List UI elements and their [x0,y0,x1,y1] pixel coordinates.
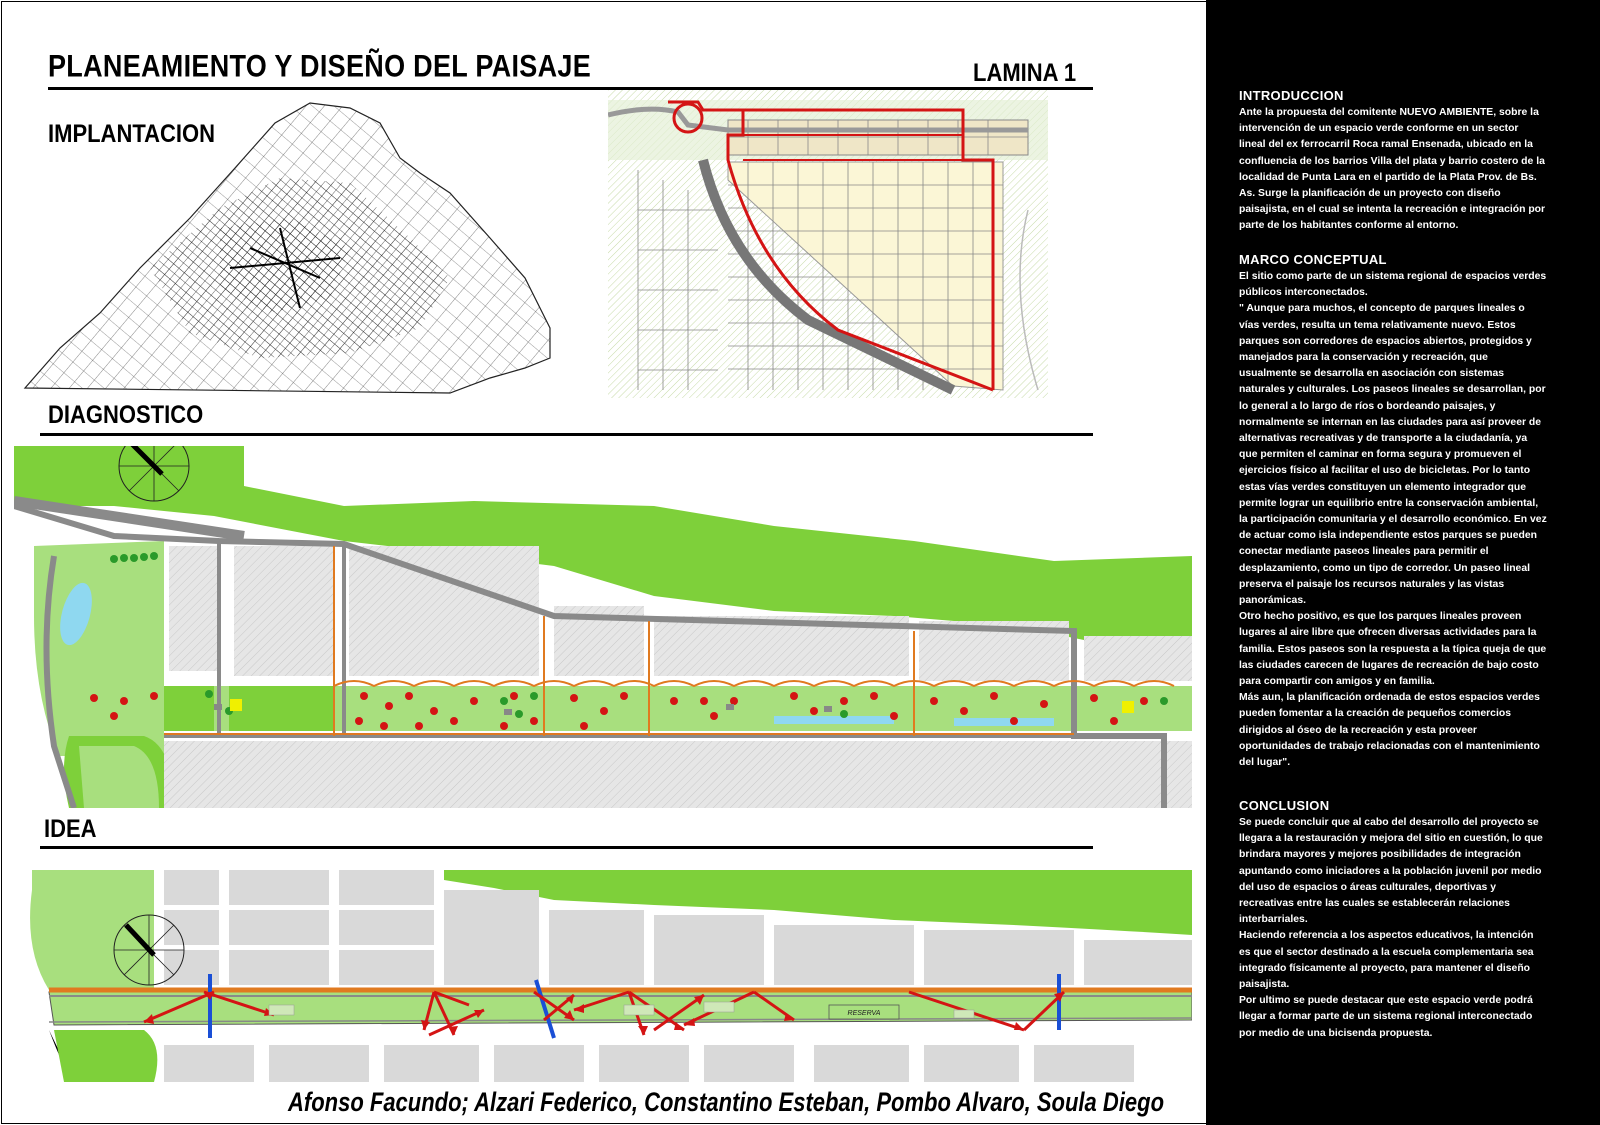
idea-plan [14,870,1192,1082]
intro-body: Ante la propuesta del comitente NUEVO AMBIENTE, sobre la intervención de un espacio verde conforme en un sector lineal del ex ferrocarril Roca ramal Ensenada, ubicado en la confluencia de los barrios Villa del plata y barrio costero de la localidad de Punta Lara en el partido de la Plata Prov. de Bs. As. Surge la planificación de un proyecto con diseño paisajista, en el cual se intenta la recreación e integración por parte de los habitantes conforme al entorno. [1239,107,1546,232]
diagnostico-heading: DIAGNOSTICO [48,400,204,429]
north-arrow-icon [114,915,184,985]
city-map [20,98,560,398]
conclusion-body: Se puede concluir que al cabo del desarrollo del proyecto se llegara a la restauración y mejora del sitio en cuestión, lo que brindara mayores y mejores posibilidades de integración apuntando como iniciadores a la población juvenil por medio del uso de espacios o áreas culturales, deportivas y recreativas entre las cuales se establecerán relaciones interbarriales. Haciendo referencia a los aspectos educativos, la intención es que el sector destinado a la escuela complementaria sea integrado físicamente al proyecto, para mantener el diseño paisajista. Por ultimo se puede destacar que este espacio verde podrá llegar a formar parte de un sistema regional interconectado por medio de una bicisenda propuesta. [1239,817,1543,1039]
conclusion-section [1239,798,1547,1042]
sheet-number: LAMINA 1 [973,58,1077,87]
authors-credits: Afonso Facundo; Alzari Federico, Constantino Esteban, Pombo Alvaro, Soula Diego [288,1087,1165,1117]
marco-heading: MARCO CONCEPTUAL [1239,252,1387,267]
conclusion-heading: CONCLUSION [1239,798,1330,813]
page-title: PLANEAMIENTO Y DISEÑO DEL PAISAJE [48,49,592,84]
idea-heading: IDEA [44,814,97,843]
idea-rule [40,846,1093,849]
marco-body: El sitio como parte de un sistema regional de espacios verdes públicos interconectados. " Aunque para muchos, el concepto de parques lineales o vías verdes, resulta un tema relativamente nuevo. Estos parques son corredores de espacios abiertos, protegidos y manejados para la conservación y recreación, que usualmente se desarrolla en asociación con sistemas naturales y culturales. Los paseos lineales se desarrollan, por lo general a lo largo de ríos o bordeando paisajes, y normalmente se internan en las ciudades para así proveer de alternativas recreativas y de transporte a la ciudadanía, ya que permiten el caminar en forma segura y promueven el ejercicios físico al facilitar el uso de bicicletas. Por lo tanto estas vías verdes constituyen un elemento integrador que permite lograr un equilibrio entre la conservación ambiental, la participación comunitaria y el desarrollo económico. En vez de actuar como isla independiente estos parques se pueden conectar mediante paseos lineales para permitir el desplazamiento, como un tipo de corredor. Un paseo lineal preserva el paisaje los recursos naturales y las vistas panorámicas. Otro hecho positivo, es que los parques lineales proveen lugares al aire libre que ofrecen diversas actividades para la familia. Estos paseos son la respuesta a la típica queja de que las ciudades carecen de lugares de recreación de bajo costo para compartir con amigos y en familia. Más aun, la planificación ordenada de estos espacios verdes pueden fomentar a la creación de pequeños comercios dirigidos al óseo de la recreación y esta proveer oportunidades de trabajo relacionadas con el mantenimiento del lugar". [1239,271,1547,769]
site-location-plan [608,90,1048,398]
reserva-label: RESERVA [847,1010,881,1017]
text-column [1206,0,1600,1125]
marco-section [1239,252,1547,771]
intro-section [1239,88,1547,235]
implantacion-heading: IMPLANTACION [48,119,216,148]
diagnostico-plan [14,446,1192,808]
intro-heading: INTRODUCCION [1239,88,1344,103]
diagnostico-rule [40,433,1093,436]
